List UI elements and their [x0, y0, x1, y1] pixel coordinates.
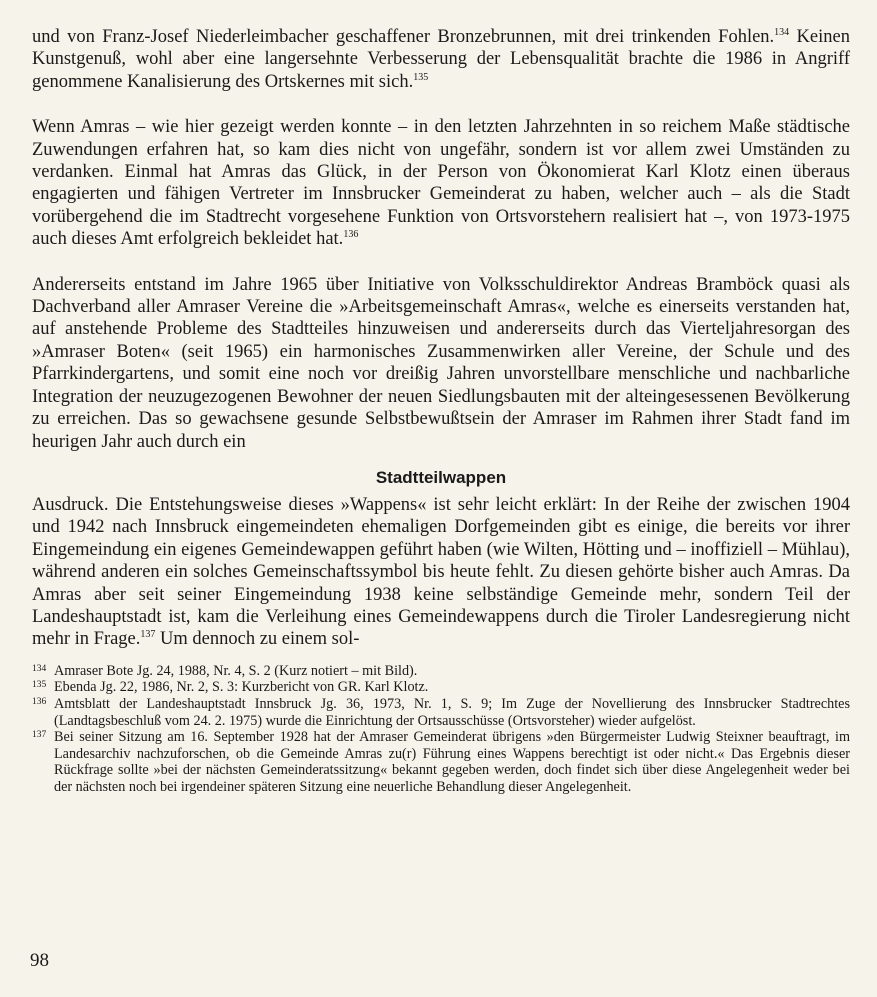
footnote-ref-137[interactable]: 137 — [140, 629, 156, 641]
document-page — [32, 26, 850, 796]
footnote-ref-135[interactable]: 135 — [413, 71, 429, 83]
paragraph-1 — [32, 26, 850, 93]
footnote-text: Amraser Bote Jg. 24, 1988, Nr. 4, S. 2 (Kurz notiert – mit Bild). — [54, 662, 418, 679]
paragraph-3 — [32, 274, 850, 453]
paragraph-2-text: Wenn Amras – wie hier gezeigt werden konnte – in den letzten Jahrzehnten in so reichem Maße städtische Zuwendungen erfahren hat, so kam dies nicht von ungefähr, sondern ist vor allem zwei Umständen zu verdanken. Einmal hat Amras das Glück, in der Person von Ökonomierat Karl Klotz einen überaus engagierten und fähigen Vertreter im Innsbrucker Gemeinderat zu haben, welcher auch – als die Stadt vorübergehend die im Stadtrecht vorgesehene Funktion von Ortsvorstehern realisiert hat –, von 1973-1975 auch dieses Amt erfolgreich bekleidet hat. — [32, 117, 850, 250]
paragraph-4 — [32, 494, 850, 651]
footnote-number: 135 — [32, 680, 47, 691]
footnote-text: Bei seiner Sitzung am 16. September 1928 hat der Amraser Gemeinderat übrigens »den Bürgermeister Ludwig Steixner beauftragt, im Landesarchiv nachzuforschen, ob die Gemeinde Amras zu(r) Führung eines Wappens berechtigt ist oder nicht.« Das Ergebnis dieser Rückfrage sollte »bei der nächsten Gemeinderatssitzung« bekannt gegeben werden, doch findet sich über diese Angelegenheit weder bei der nächsten noch bei irgendeiner späteren Sitzung eine neuerliche Behandlung dieser Angelegenheit. — [54, 729, 850, 795]
footnote-text: Ebenda Jg. 22, 1986, Nr. 2, S. 3: Kurzbericht von GR. Karl Klotz. — [54, 679, 429, 696]
footnote-135 — [32, 679, 850, 696]
footnote-number: 136 — [32, 696, 47, 707]
footnote-text: Amtsblatt der Landeshauptstadt Innsbruck Jg. 36, 1973, Nr. 1, S. 9; Im Zuge der Novellierung des Innsbrucker Stadtrechtes (Landtagsbeschluß vom 24. 2. 1975) wurde die Einrichtung der Ortsausschüsse (Ortsvorsteher) wieder aufgelöst. — [54, 695, 850, 729]
footnote-number: 134 — [32, 663, 47, 674]
footnote-134 — [32, 663, 850, 680]
footnotes — [32, 663, 850, 796]
footnote-136 — [32, 696, 850, 729]
footnote-number: 137 — [32, 730, 47, 741]
paragraph-1-text-cont: Keinen Kunstgenuß, wohl aber eine langersehnte Verbesserung der Lebensqualität brachte die 1986 in Angriff genommene Kanalisierung des Ortskernes mit sich. — [32, 27, 850, 92]
paragraph-2 — [32, 116, 850, 250]
paragraph-3-text: Andererseits entstand im Jahre 1965 über Initiative von Volksschuldirektor Andreas Bramböck quasi als Dachverband aller Amraser Vereine die »Arbeitsgemeinschaft Amras«, welche es einerseits verstanden hat, auf anstehende Probleme des Stadtteiles hinzuweisen und andererseits durch das Vierteljahresorgan des »Amraser Boten« (seit 1965) ein harmonisches Zusammenwirken aller Vereine, der Schule und des Pfarrkindergartens, und somit eine noch vor dreißig Jahren unvorstellbare menschliche und nachbarliche Integration der neuzugezogenen Bewohner der neuen Siedlungsbauten mit der alteingesessenen Bevölkerung zu erreichen. Das so gewachsene gesunde Selbstbewußtsein der Amraser im Rahmen ihrer Stadt fand im heurigen Jahr auch durch ein — [32, 274, 850, 452]
footnote-ref-136[interactable]: 136 — [343, 229, 359, 241]
footnote-ref-134[interactable]: 134 — [774, 27, 790, 38]
section-heading: Stadtteilwappen — [375, 467, 507, 487]
paragraph-1-text: und von Franz-Josef Niederleimbacher geschaffener Bronzebrunnen, mit drei trinkenden Fohlen. — [32, 27, 775, 47]
footnote-137 — [32, 729, 850, 795]
page-number: 98 — [30, 950, 49, 971]
paragraph-4-text: Ausdruck. Die Entstehungsweise dieses »Wappens« ist sehr leicht erklärt: In der Reihe der zwischen 1904 und 1942 nach Innsbruck eingemeindeten ehemaligen Dorfgemeinden gibt es einige, die bereits vor ihrer Eingemeindung ein eigenes Gemeindewappen geführt haben (wie Wilten, Hötting und – inoffiziell – Mühlau), während anderen ein solches Gemeinschaftssymbol bis heute fehlt. Zu diesen gehörte bisher auch Amras. Da Amras aber seit seiner Eingemeindung 1938 keine selbständige Gemeinde mehr, sondern Teil der Landeshauptstadt ist, kam die Verleihung eines Gemeindewappens durch die Tiroler Landesregierung nicht mehr in Frage. — [32, 494, 850, 650]
paragraph-4-text-cont: Um dennoch zu einem sol- — [155, 629, 360, 650]
